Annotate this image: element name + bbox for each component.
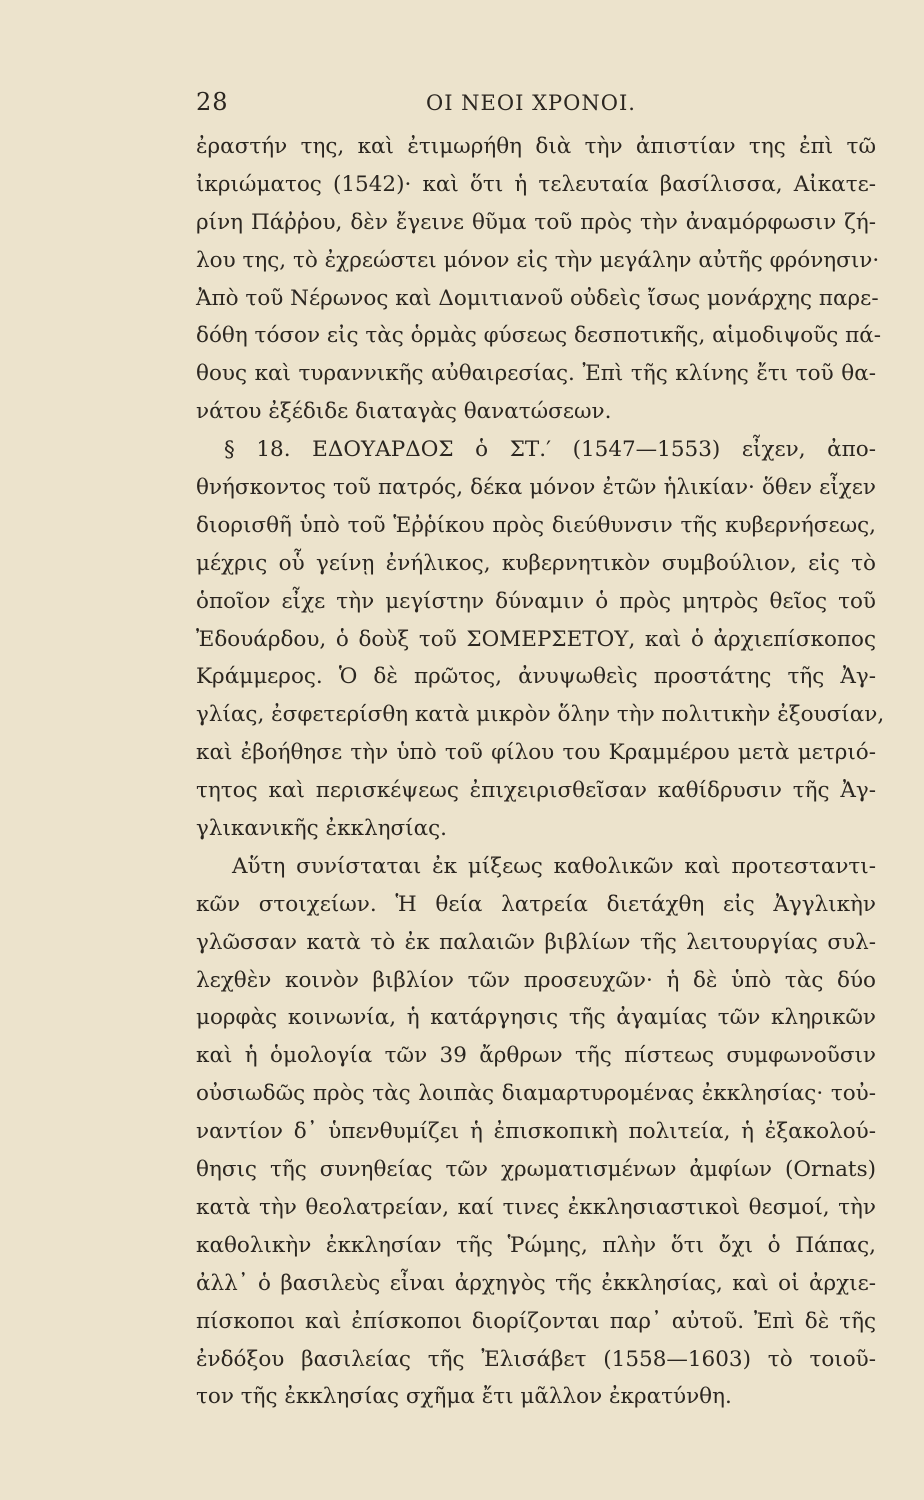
text-line: λου της, τὸ ἐχρεώστει μόνον εἰς τὴν μεγάλην αὐτῆς φρόνησιν·	[196, 247, 880, 273]
text-line: λεχθὲν κοινὸν βιβλίον τῶν προσευχῶν· ἡ δὲ ὑπὸ τὰς δύο	[196, 967, 876, 993]
text-line: κῶν στοιχείων. Ἡ θεία λατρεία διετάχθη εἰς Ἀγγλικὴν	[196, 891, 876, 917]
text-line: γλίας, ἐσφετερίσθη κατὰ μικρὸν ὅλην τὴν πολιτικὴν ἐξουσίαν,	[196, 702, 885, 728]
text-line: οὐσιωδῶς πρὸς τὰς λοιπὰς διαμαρτυρομένας ἐκκλησίας· τοὐ-	[196, 1081, 876, 1107]
text-line: μορφὰς κοινωνία, ἡ κατάργησις τῆς ἀγαμίας τῶν κληρικῶν	[196, 1005, 876, 1031]
text-line: ἀλλ᾽ ὁ βασιλεὺς εἶναι ἀρχηγὸς τῆς ἐκκλησίας, καὶ οἱ ἀρχιε-	[196, 1270, 876, 1296]
text-line: τον τῆς ἐκκλησίας σχῆμα ἔτι μᾶλλον ἐκρατύνθη.	[196, 1384, 732, 1410]
text-line: νάτου ἐξέδιδε διαταγὰς θανατώσεων.	[196, 399, 612, 425]
text-line: Κράμμερος. Ὁ δὲ πρῶτος, ἀνυψωθεὶς προστάτης τῆς Ἀγ-	[196, 664, 876, 690]
text-line: τητος καὶ περισκέψεως ἐπιχειρισθεῖσαν καθίδρυσιν τῆς Ἀγ-	[196, 778, 876, 804]
text-line: ἐραστήν της, καὶ ἐτιμωρήθη διὰ τὴν ἀπιστίαν της ἐπὶ τῶ	[196, 134, 876, 159]
text-line: κατὰ τὴν θεολατρείαν, καί τινες ἐκκλησιαστικοὶ θεσμοί, τὴν	[196, 1194, 876, 1220]
body-text	[196, 128, 885, 1416]
text-line: ρίνη Πάῤῥου, δὲν ἔγεινε θῦμα τοῦ πρὸς τὴν ἀναμόρφωσιν ζή-	[196, 209, 876, 235]
text-line: καὶ ἡ ὁμολογία τῶν 39 ἄρθρων τῆς πίστεως συμφωνοῦσιν	[196, 1043, 876, 1069]
text-line: καθολικὴν ἐκκλησίαν τῆς Ῥώμης, πλὴν ὅτι ὄχι ὁ Πάπας,	[196, 1232, 876, 1258]
text-line: θους καὶ τυραννικῆς αὐθαιρεσίας. Ἐπὶ τῆς κλίνης ἔτι τοῦ θα-	[196, 361, 876, 387]
text-line: πίσκοποι καὶ ἐπίσκοποι διορίζονται παρ᾽ αὐτοῦ. Ἐπὶ δὲ τῆς	[196, 1308, 876, 1334]
text-line: γλῶσσαν κατὰ τὸ ἐκ παλαιῶν βιβλίων τῆς λειτουργίας συλ-	[196, 929, 876, 955]
section-heading-line: § 18. ΕΔΟΥΑΡΔΟΣ ὁ ΣΤ.′ (1547—1553) εἶχεν, ἀπο-	[224, 437, 876, 463]
text-line: θνήσκοντος τοῦ πατρός, δέκα μόνον ἐτῶν ἡλικίαν· ὅθεν εἶχεν	[196, 475, 876, 501]
text-line: γλικανικῆς ἐκκλησίας.	[196, 816, 447, 842]
text-line: Ἐδουάρδου, ὁ δοὺξ τοῦ ΣΟΜΕΡΣΕΤΟΥ, καὶ ὁ ἀρχιεπίσκοπος	[196, 626, 876, 652]
page-number: 28	[196, 88, 229, 116]
text-line: ναντίον δ᾽ ὑπενθυμίζει ἡ ἐπισκοπικὴ πολιτεία, ἡ ἐξακολού-	[196, 1119, 876, 1145]
text-line: ἰκριώματος (1542)· καὶ ὅτι ἡ τελευταία βασίλισσα, Αἰκατε-	[196, 171, 876, 197]
text-line: διορισθῆ ὑπὸ τοῦ Ἑῤῥίκου πρὸς διεύθυνσιν τῆς κυβερνήσεως,	[196, 512, 876, 538]
page-header	[196, 88, 886, 128]
running-title: ΟΙ ΝΕΟΙ ΧΡΟΝΟΙ.	[426, 91, 636, 115]
text-line: θησις τῆς συνηθείας τῶν χρωματισμένων ἀμφίων (Ornats)	[196, 1157, 876, 1183]
text-line: Ἀπὸ τοῦ Νέρωνος καὶ Δομιτιανοῦ οὐδεὶς ἴσως μονάρχης παρε-	[196, 285, 879, 311]
paragraph-start-line: Αὕτη συνίσταται ἐκ μίξεως καθολικῶν καὶ προτεσταντι-	[232, 853, 876, 879]
text-line: καὶ ἐβοήθησε τὴν ὑπὸ τοῦ φίλου του Κραμμέρου μετὰ μετριό-	[196, 740, 876, 766]
text-line: μέχρις οὗ γείνῃ ἐνήλικος, κυβερνητικὸν συμβούλιον, εἰς τὸ	[196, 550, 876, 576]
text-line: ἐνδόξου βασιλείας τῆς Ἐλισάβετ (1558—1603) τὸ τοιοῦ-	[196, 1346, 876, 1372]
text-line: δόθη τόσον εἰς τὰς ὁρμὰς φύσεως δεσποτικῆς, αἱμοδιψοῦς πά-	[196, 323, 882, 349]
text-line: ὁποῖον εἶχε τὴν μεγίστην δύναμιν ὁ πρὸς μητρὸς θεῖος τοῦ	[196, 588, 876, 614]
